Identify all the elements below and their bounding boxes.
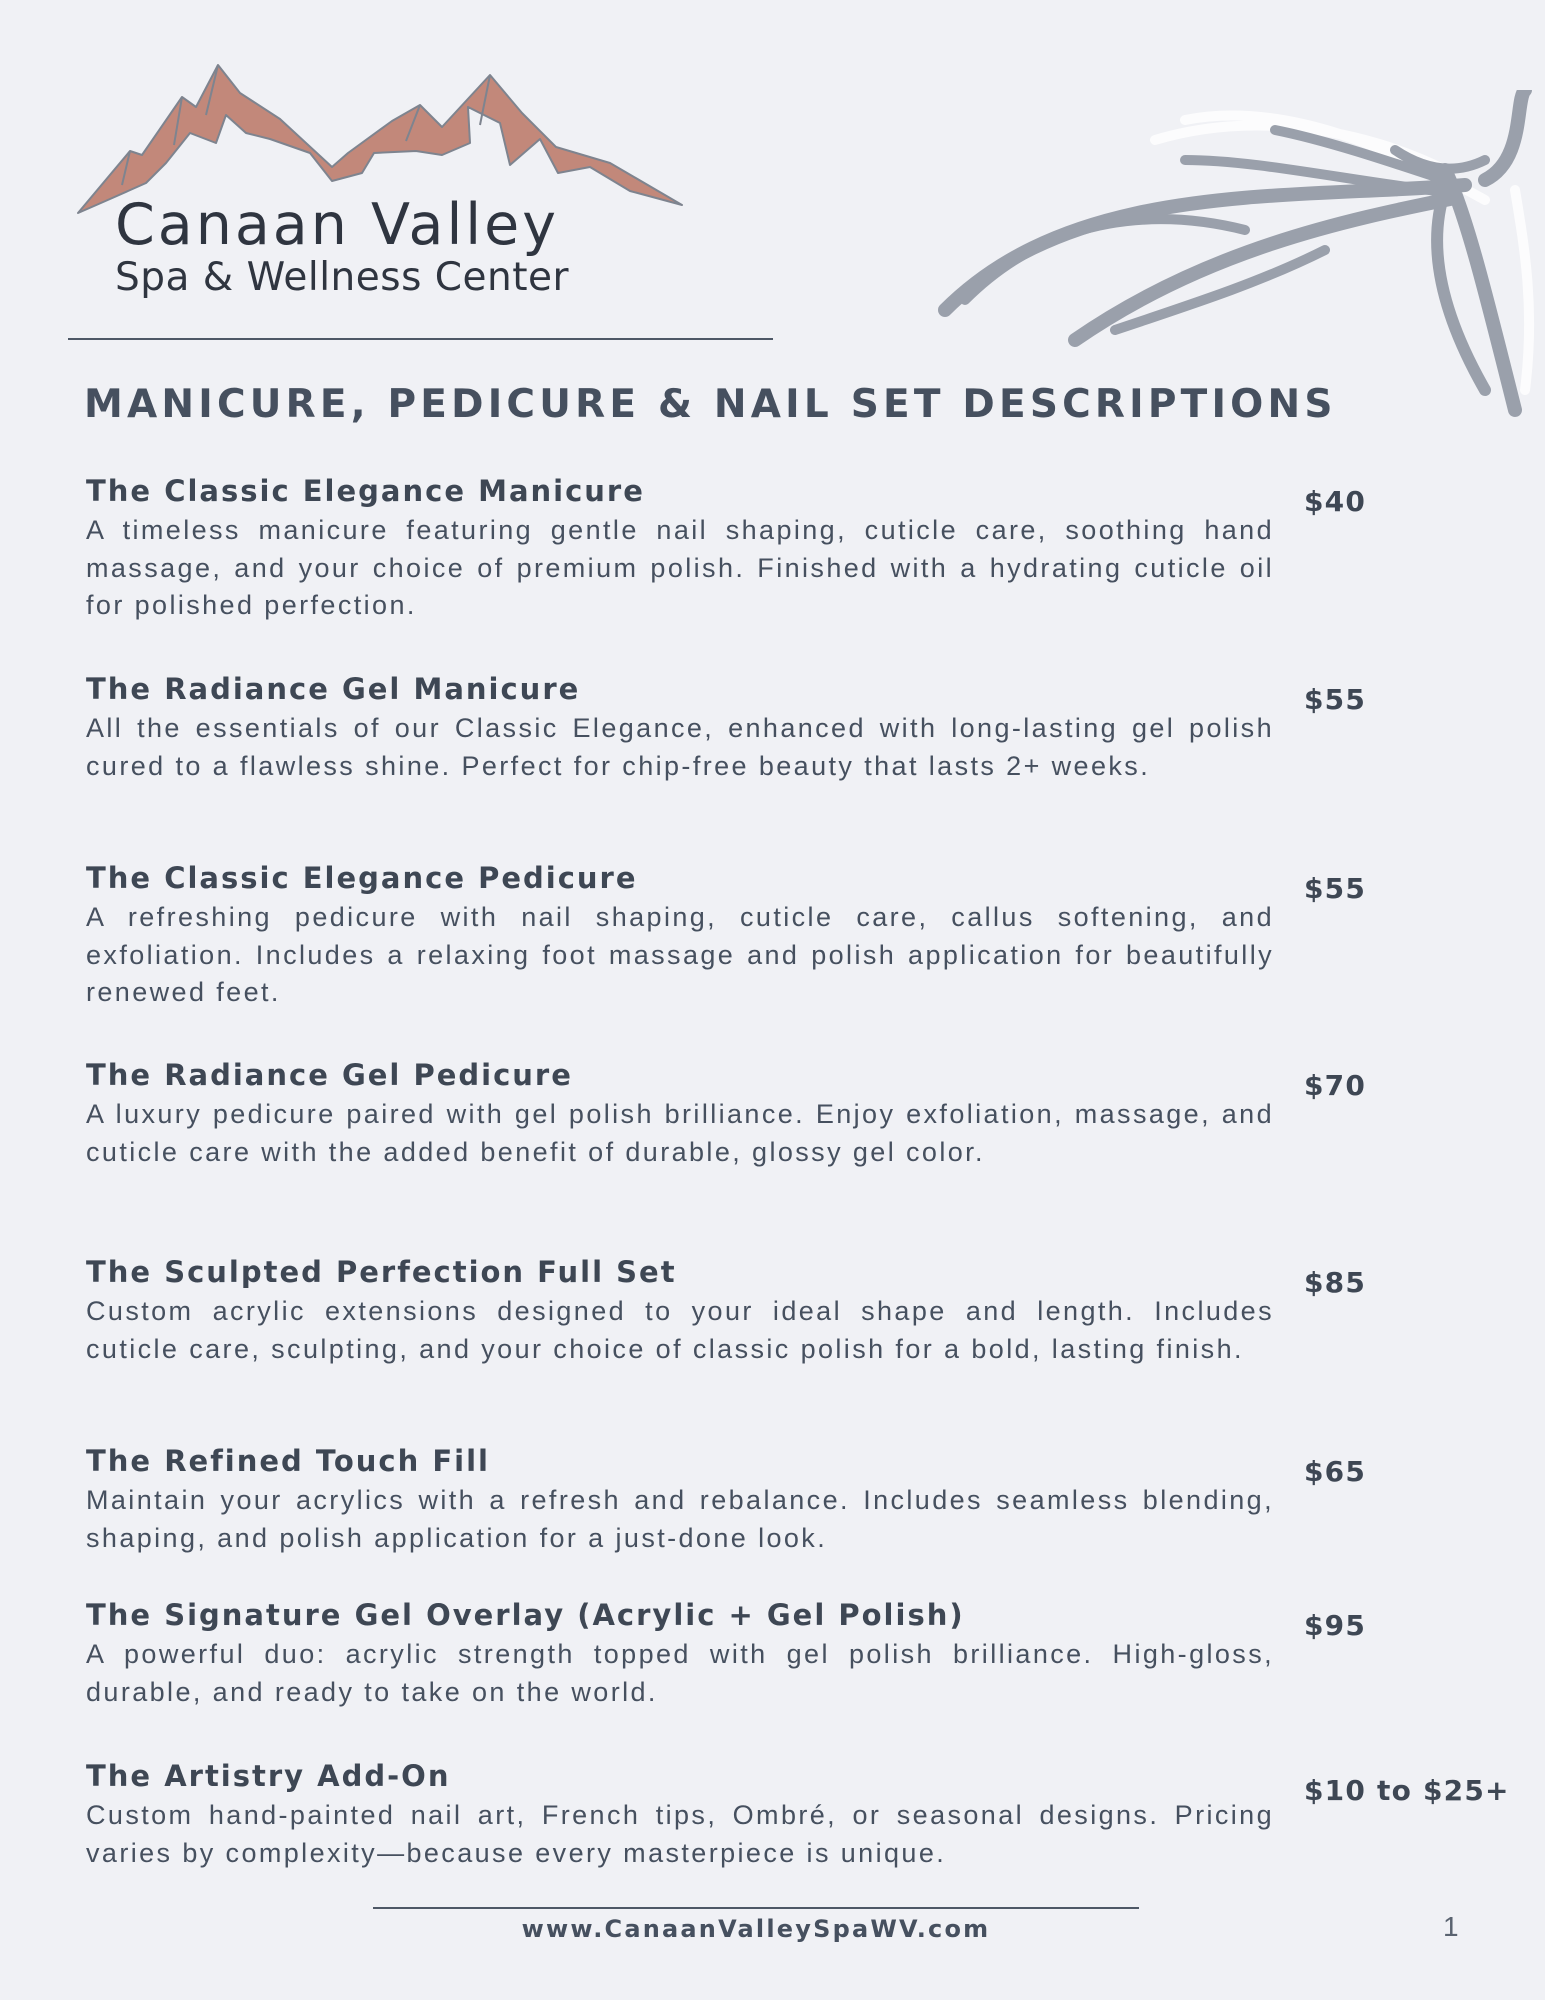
service-price: $10 to $25+ [1304, 1774, 1510, 1807]
service-item [86, 1057, 1544, 1171]
service-description: A timeless manicure featuring gentle nail shaping, cuticle care, soothing hand massage, and your choice of premium polish. Finished with a hydrating cuticle oil for polished perfection. [86, 515, 1274, 620]
service-description: A powerful duo: acrylic strength topped with gel polish brilliance. High-gloss, durable, and ready to take on the world. [86, 1639, 1274, 1707]
service-item [86, 473, 1544, 625]
service-price: $85 [1304, 1266, 1367, 1299]
service-price: $65 [1304, 1455, 1367, 1488]
service-name: The Signature Gel Overlay (Acrylic + Gel Polish) [86, 1598, 965, 1632]
brand-subtitle: Spa & Wellness Center [115, 255, 570, 300]
service-item [86, 1758, 1544, 1872]
page-number: 1 [1443, 1911, 1459, 1942]
service-description: Maintain your acrylics with a refresh and rebalance. Includes seamless blending, shaping, and polish application for a just-done look. [86, 1485, 1274, 1553]
service-name: The Sculpted Perfection Full Set [86, 1255, 677, 1289]
service-description: Custom acrylic extensions designed to your ideal shape and length. Includes cuticle care, sculpting, and your choice of classic polish for a bold, lasting finish. [86, 1296, 1274, 1364]
website-link[interactable]: www.CanaanValleySpaWV.com [521, 1915, 991, 1943]
page-title: MANICURE, PEDICURE & NAIL SET DESCRIPTIONS [84, 382, 1337, 427]
service-name: The Classic Elegance Manicure [86, 474, 645, 508]
service-name: The Classic Elegance Pedicure [86, 861, 638, 895]
service-price: $40 [1304, 485, 1367, 518]
service-item [86, 671, 1544, 785]
service-name: The Artistry Add-On [86, 1759, 451, 1793]
service-description: A luxury pedicure paired with gel polish brilliance. Enjoy exfoliation, massage, and cuticle care with the added benefit of durable, glossy gel color. [86, 1099, 1274, 1167]
service-name: The Refined Touch Fill [86, 1444, 490, 1478]
footer-divider [373, 1907, 1139, 1909]
brand-logo [70, 55, 710, 315]
service-price: $55 [1304, 683, 1367, 716]
leaf-branch-icon [925, 90, 1545, 430]
header-divider [68, 338, 773, 340]
service-description: All the essentials of our Classic Elegance, enhanced with long-lasting gel polish cured to a flawless shine. Perfect for chip-free beauty that lasts 2+ weeks. [86, 713, 1274, 781]
service-price: $55 [1304, 872, 1367, 905]
service-description: A refreshing pedicure with nail shaping, cuticle care, callus softening, and exfoliation. Includes a relaxing foot massage and polish application for beautifully renewed feet. [86, 902, 1274, 1007]
service-name: The Radiance Gel Pedicure [86, 1058, 573, 1092]
brand-name: Canaan Valley [115, 192, 559, 258]
service-item [86, 1443, 1544, 1557]
service-description: Custom hand-painted nail art, French tips, Ombré, or seasonal designs. Pricing varies by complexity—because every masterpiece is unique. [86, 1800, 1274, 1868]
mountain-icon [70, 55, 690, 215]
service-price: $70 [1304, 1069, 1367, 1102]
service-name: The Radiance Gel Manicure [86, 672, 581, 706]
service-item [86, 1254, 1544, 1368]
service-price: $95 [1304, 1609, 1367, 1642]
service-item [86, 860, 1544, 1012]
service-item [86, 1597, 1544, 1711]
